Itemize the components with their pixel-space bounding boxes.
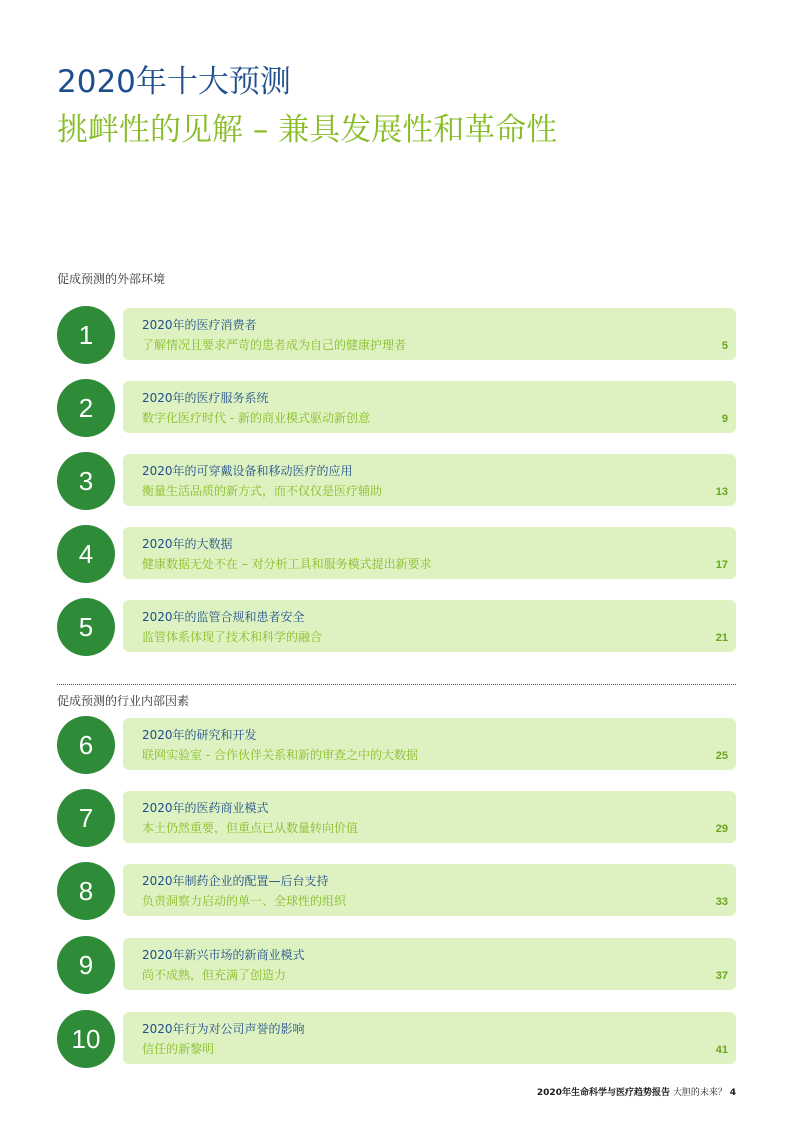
entry-subtitle: 尚不成熟，但充满了创造力 [142, 968, 287, 982]
entry-subtitle: 了解情况且要求严苛的患者成为自己的健康护理者 [142, 338, 407, 352]
entry-title: 2020年的研究和开发 [142, 728, 257, 742]
entry-subtitle: 健康数据无处不在 – 对分析工具和服务模式提出新要求 [142, 557, 432, 571]
page-footer [537, 1085, 736, 1098]
entry-subtitle: 衡量生活品质的新方式，而不仅仅是医疗辅助 [142, 484, 383, 498]
entry-subtitle: 联网实验室 - 合作伙伴关系和新的审查之中的大数据 [142, 748, 418, 762]
section-label-external: 促成预测的外部环境 [57, 272, 166, 286]
entry-subtitle: 本土仍然重要，但重点已从数量转向价值 [142, 821, 359, 835]
toc-entry-6[interactable] [57, 716, 736, 774]
toc-entry-1[interactable] [57, 306, 736, 364]
toc-entry-8[interactable] [57, 862, 736, 920]
number-badge: 1 [57, 306, 115, 364]
entry-title: 2020年行为对公司声誉的影响 [142, 1022, 305, 1036]
number-badge: 3 [57, 452, 115, 510]
footer-report-title: 2020年生命科学与医疗趋势报告 [536, 1088, 670, 1098]
entry-subtitle: 数字化医疗时代 - 新的商业模式驱动新创意 [142, 411, 370, 425]
toc-entry-10[interactable] [57, 1010, 736, 1068]
entry-page-number: 25 [715, 750, 728, 762]
entry-box[interactable] [123, 381, 736, 433]
entry-title: 2020年的医疗消费者 [142, 318, 257, 332]
entry-page-number: 21 [715, 632, 728, 644]
number-badge: 8 [57, 862, 115, 920]
entry-subtitle: 信任的新黎明 [142, 1042, 215, 1056]
number-badge: 6 [57, 716, 115, 774]
entry-subtitle: 监管体系体现了技术和科学的融合 [142, 630, 323, 644]
number-badge: 5 [57, 598, 115, 656]
number-badge: 9 [57, 936, 115, 994]
section-label-internal: 促成预测的行业内部因素 [57, 694, 190, 708]
number-badge: 7 [57, 789, 115, 847]
entry-box[interactable] [123, 938, 736, 990]
entry-box[interactable] [123, 791, 736, 843]
entry-page-number: 5 [721, 340, 728, 352]
entry-page-number: 37 [715, 970, 728, 982]
entry-box[interactable] [123, 527, 736, 579]
entry-title: 2020年的可穿戴设备和移动医疗的应用 [142, 464, 353, 478]
toc-entry-5[interactable] [57, 598, 736, 656]
entry-page-number: 9 [721, 413, 728, 425]
entry-page-number: 41 [715, 1044, 728, 1056]
number-badge: 4 [57, 525, 115, 583]
entry-title: 2020年的大数据 [142, 537, 233, 551]
number-badge: 2 [57, 379, 115, 437]
toc-entry-3[interactable] [57, 452, 736, 510]
page-subtitle: 挑衅性的见解 – 兼具发展性和革命性 [57, 112, 558, 148]
entry-box[interactable] [123, 454, 736, 506]
entry-title: 2020年的医疗服务系统 [142, 391, 269, 405]
entry-box[interactable] [123, 864, 736, 916]
toc-entry-7[interactable] [57, 789, 736, 847]
entry-title: 2020年的医药商业模式 [142, 801, 269, 815]
entry-subtitle: 负责洞察力启动的单一、全球性的组织 [142, 894, 347, 908]
entry-box[interactable] [123, 718, 736, 770]
entry-page-number: 13 [715, 486, 728, 498]
entry-box[interactable] [123, 1012, 736, 1064]
toc-entry-4[interactable] [57, 525, 736, 583]
number-badge: 10 [57, 1010, 115, 1068]
entry-page-number: 29 [715, 823, 728, 835]
toc-entry-9[interactable] [57, 936, 736, 994]
entry-page-number: 17 [715, 559, 728, 571]
toc-entry-2[interactable] [57, 379, 736, 437]
entry-box[interactable] [123, 600, 736, 652]
entry-title: 2020年新兴市场的新商业模式 [142, 948, 305, 962]
entry-title: 2020年的监管合规和患者安全 [142, 610, 305, 624]
entry-box[interactable] [123, 308, 736, 360]
section-divider [57, 684, 736, 685]
entry-title: 2020年制药企业的配置—后台支持 [142, 874, 329, 888]
page-title: 2020年十大预测 [57, 64, 291, 100]
footer-page-number: 4 [729, 1088, 736, 1098]
entry-page-number: 33 [715, 896, 728, 908]
footer-tagline: 大胆的未来？ [672, 1088, 727, 1098]
